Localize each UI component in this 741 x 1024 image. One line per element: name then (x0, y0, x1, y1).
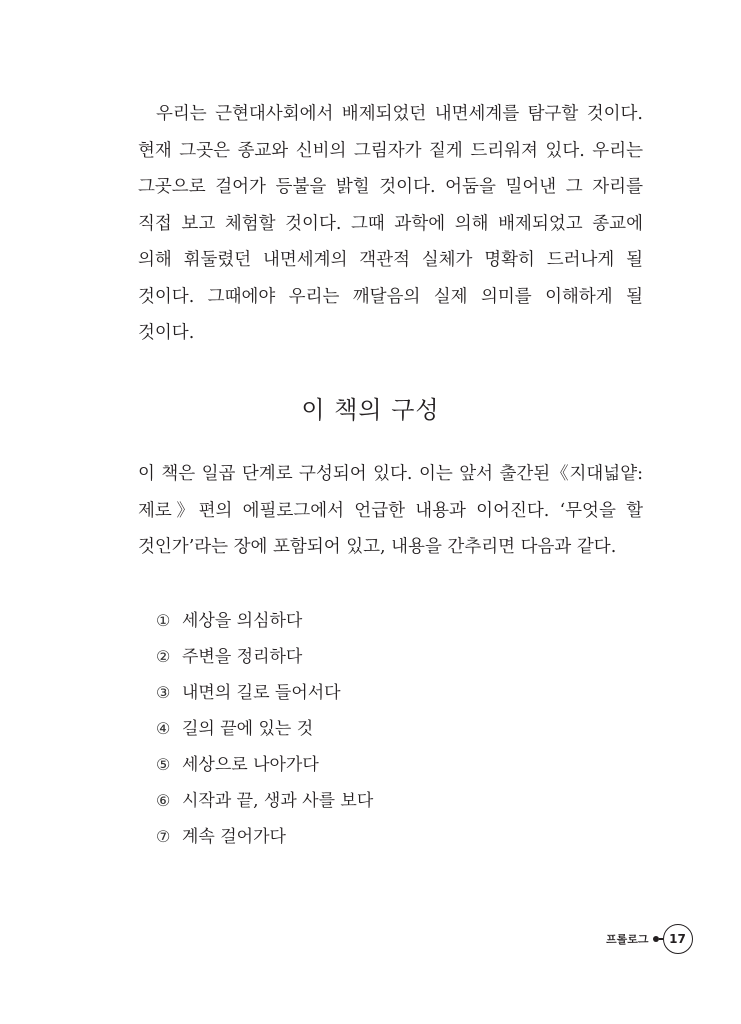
list-item (156, 819, 373, 855)
step-number: ④ (156, 719, 171, 738)
page-number: 17 (663, 924, 693, 954)
list-item (156, 675, 373, 711)
footer-connector (659, 938, 663, 940)
section-title: 이 책의 구성 (301, 396, 440, 424)
list-item (156, 747, 373, 783)
step-number: ⑦ (156, 827, 171, 846)
intro-paragraph: 우리는 근현대사회에서 배제되었던 내면세계를 탐구할 것이다. 현재 그곳은 종교와 신비의 그림자가 짙게 드리워져 있다. 우리는 그곳으로 걸어가 등불을 밝힐 것이다. 어둠을 밀어낸 그 자리를 직접 보고 체험할 것이다. 그때 과학에 의해 배제되었고 종교에 의해 휘둘렸던 내면세계의 객관적 실체가 명확히 드러나게 될 것이다. 그때에야 우리는 깨달음의 실제 의미를 이해하게 될 것이다. (138, 104, 643, 343)
step-label: 세상으로 나아가다 (182, 755, 319, 775)
list-item (156, 639, 373, 675)
section-paragraph: 이 책은 일곱 단계로 구성되어 있다. 이는 앞서 출간된《지대넓얕: 제로》편의 에필로그에서 언급한 내용과 이어진다. ‘무엇을 할 것인가’라는 장에 포함되어 있고, 내용을 간추리면 다음과 같다. (138, 464, 643, 557)
page-footer (606, 924, 693, 954)
list-item (156, 783, 373, 819)
step-label: 계속 걸어가다 (182, 827, 286, 847)
step-number: ③ (156, 683, 171, 702)
step-label: 길의 끝에 있는 것 (182, 719, 314, 739)
list-item (156, 603, 373, 639)
step-number: ⑤ (156, 755, 171, 774)
step-number: ① (156, 611, 171, 630)
step-label: 세상을 의심하다 (182, 611, 303, 631)
list-item (156, 711, 373, 747)
steps-list (156, 603, 373, 855)
footer-section-label: 프롤로그 (606, 933, 649, 946)
step-label: 주변을 정리하다 (182, 647, 303, 667)
step-label: 시작과 끝, 생과 사를 보다 (182, 791, 374, 811)
step-number: ② (156, 647, 171, 666)
step-label: 내면의 길로 들어서다 (182, 683, 341, 703)
step-number: ⑥ (156, 791, 171, 810)
